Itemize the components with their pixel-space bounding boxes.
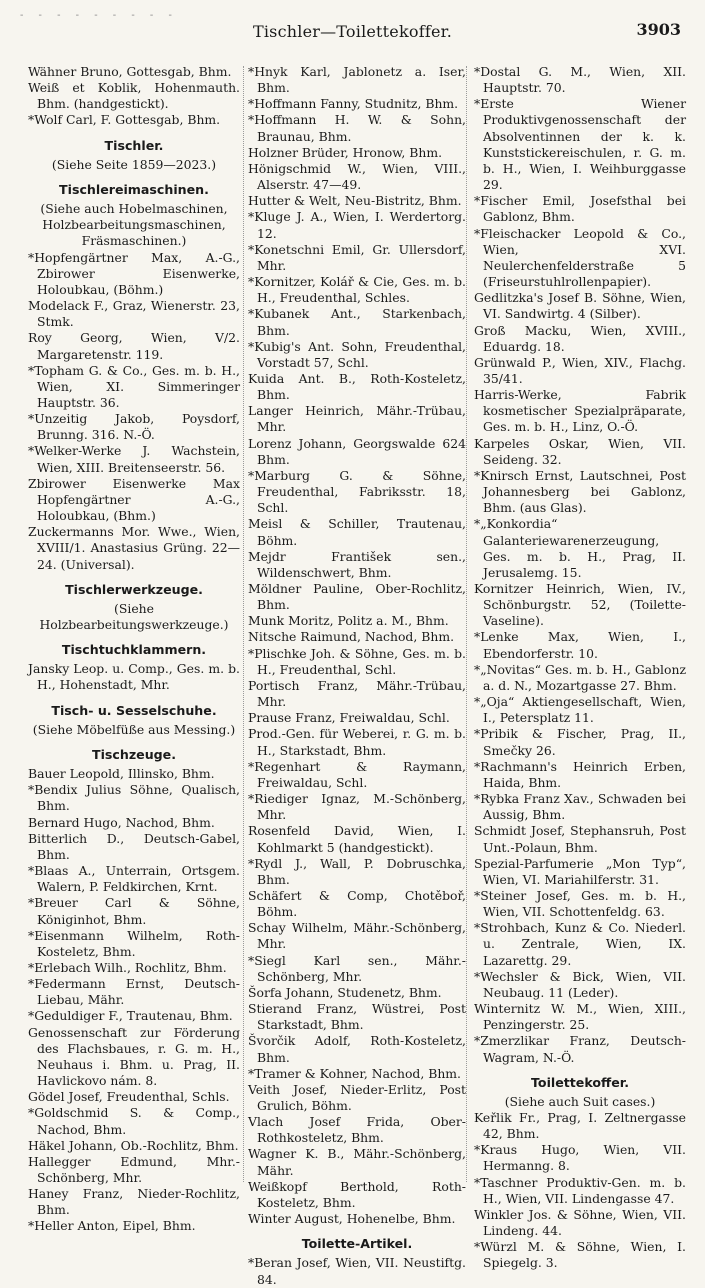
directory-entry: Winkler Jos. & Söhne, Wien, VII. Lindeng. 44.: [474, 1206, 686, 1239]
directory-entry: *Kluge J. A., Wien, I. Werdertorg. 12.: [248, 209, 466, 241]
directory-entry: *Fleischacker Leopold & Co., Wien, XVI. Neulerchenfelderstraße 5 (Friseurstuhlrollenpapier).: [474, 225, 686, 290]
directory-entry: Modelack F., Graz, Wienerstr. 23, Stmk.: [28, 298, 240, 330]
directory-entry: *Unzeitig Jakob, Poysdorf, Brunng. 316. N.-Ö.: [28, 411, 240, 443]
directory-entry: *Pribik & Fischer, Prag, II., Smečky 26.: [474, 726, 686, 758]
directory-entry: Harris-Werke, Fabrik kosmetischer Spezialpräparate, Ges. m. b. H., Linz, O.-Ö.: [474, 387, 686, 435]
directory-entry: *Konetschni Emil, Gr. Ullersdorf, Mhr.: [248, 241, 466, 273]
directory-entry: Schmidt Josef, Stephansruh, Post Unt.-Polaun, Bhm.: [474, 823, 686, 855]
directory-entry: Rosenfeld David, Wien, I. Kohlmarkt 5 (handgestickt).: [248, 823, 466, 855]
directory-entry: Roy Georg, Wien, V/2. Margaretenstr. 119.: [28, 330, 240, 362]
directory-entry: Zuckermanns Mor. Wwe., Wien, XVIII/1. Anastasius Grüng. 22—24. (Universal).: [28, 524, 240, 572]
page-header: [20, 10, 685, 50]
directory-entry: *Siegl Karl sen., Mähr.-Schönberg, Mhr.: [248, 952, 466, 984]
section-heading: Tischlerwerkzeuge.: [65, 581, 203, 597]
directory-entry: Prod.-Gen. für Weberei, r. G. m. b. H., Starkstadt, Bhm.: [248, 726, 466, 758]
directory-entry: Holzner Brüder, Hronow, Bhm.: [248, 144, 443, 160]
directory-entry: *Hoffmann H. W. & Sohn, Braunau, Bhm.: [248, 112, 466, 144]
directory-entry: Häkel Johann, Ob.-Rochlitz, Bhm.: [28, 1137, 239, 1153]
directory-entry: *Plischke Joh. & Söhne, Ges. m. b. H., Freudenthal, Schl.: [248, 645, 466, 677]
directory-entry: *Federmann Ernst, Deutsch-Liebau, Mähr.: [28, 976, 240, 1008]
directory-entry: Schay Wilhelm, Mähr.-Schönberg, Mhr.: [248, 920, 466, 952]
directory-entry: *Goldschmid S. & Comp., Nachod, Bhm.: [28, 1105, 240, 1137]
directory-entry: *Hopfengärtner Max, A.-G., Zbirower Eisenwerke, Holoubkau, (Böhm.): [28, 249, 240, 297]
directory-entry: *Riediger Ignaz, M.-Schönberg, Mhr.: [248, 791, 466, 823]
directory-entry: Hönigschmid W., Wien, VIII., Alserstr. 47—49.: [248, 160, 466, 193]
directory-entry: *Welker-Werke J. Wachstein, Wien, XIII. Breitenseerstr. 56.: [28, 443, 240, 475]
directory-entry: *Kornitzer, Kolář & Cie, Ges. m. b. H., Freudenthal, Schles.: [248, 274, 466, 306]
directory-entry: Wähner Bruno, Gottesgab, Bhm.: [28, 64, 232, 79]
directory-entry: *Zmerzlikar Franz, Deutsch-Wagram, N.-Ö.: [474, 1033, 686, 1065]
directory-entry: Genossenschaft zur Förderung des Flachsbaues, r. G. m. H., Neuhaus i. Bhm. u. Prag, II. Havlickovo nám. 8.: [28, 1024, 240, 1089]
cross-reference-note: (Siehe Holzbearbeitungswerkzeuge.): [39, 600, 229, 632]
directory-entry: *Geduldiger F., Trautenau, Bhm.: [28, 1008, 233, 1024]
directory-entry: *Regenhart & Raymann, Freiwaldau, Schl.: [248, 758, 466, 790]
directory-entry: Schäfert & Comp, Chotěboř, Böhm.: [248, 887, 466, 920]
directory-entry: Wagner K. B., Mähr.-Schönberg, Mähr.: [248, 1146, 466, 1178]
directory-entry: Spezial-Parfumerie „Mon Typ“, Wien, VI. Mariahilferstr. 31.: [474, 855, 686, 887]
section-heading: Tischtuchklammern.: [61, 642, 207, 658]
directory-entry: *Tramer & Kohner, Nachod, Bhm.: [248, 1065, 461, 1081]
directory-entry: *Fischer Emil, Josefsthal bei Gablonz, Bhm.: [474, 193, 686, 225]
page-number: 3903: [636, 20, 681, 39]
directory-entry: *Erste Wiener Produktivgenossenschaft der Absolventinnen der k. k. Kunststickereischulen, r. G. m. b. H., Wien, I. Weihburggasse 29.: [474, 96, 686, 193]
column-2: [248, 64, 466, 1287]
directory-entry: Mejdr František sen., Wildenschwert, Bhm.: [248, 548, 466, 580]
directory-entry: Bitterlich D., Deutsch-Gabel, Bhm.: [28, 830, 240, 862]
directory-entry: Zbirower Eisenwerke Max Hopfengärtner A.-G., Holoubkau, (Bhm.): [28, 475, 240, 524]
directory-entry: Švorčik Adolf, Roth-Kosteletz, Bhm.: [248, 1033, 466, 1065]
section-heading: Tischler.: [104, 137, 164, 153]
directory-entry: Winter August, Hohenelbe, Bhm.: [248, 1211, 456, 1227]
directory-entry: Kuida Ant. B., Roth-Kosteletz, Bhm.: [248, 370, 466, 403]
directory-entry: *Breuer Carl & Söhne, Königinhot, Bhm.: [28, 895, 240, 927]
running-title: Tischler—Toilettekoffer.: [252, 22, 452, 41]
directory-entry: Prause Franz, Freiwaldau, Schl.: [248, 710, 450, 726]
directory-entry: Bauer Leopold, Illinsko, Bhm.: [28, 766, 215, 782]
directory-entry: Keřlik Fr., Prag, I. Zeltnergasse 42, Bhm.: [474, 1110, 686, 1142]
directory-entry: Bernard Hugo, Nachod, Bhm.: [28, 814, 215, 830]
directory-entry: Winternitz W. M., Wien, XIII., Penzingerstr. 25.: [474, 1001, 686, 1033]
directory-entry: *Strohbach, Kunz & Co. Niederl. u. Zentrale, Wien, IX. Lazarettg. 29.: [474, 920, 686, 968]
directory-entry: *Erlebach Wilh., Rochlitz, Bhm.: [28, 959, 227, 975]
directory-entry: *Knirsch Ernst, Lautschnei, Post Johannesberg bei Gablonz, Bhm. (aus Glas).: [474, 467, 686, 516]
directory-entry: Weißkopf Berthold, Roth-Kosteletz, Bhm.: [248, 1178, 466, 1210]
directory-entry: *Kubig's Ant. Sohn, Freudenthal, Vorstadt 57, Schl.: [248, 338, 466, 370]
directory-entry: *Marburg G. & Söhne, Freudenthal, Fabriksstr. 18, Schl.: [248, 467, 466, 516]
directory-entry: *Kubanek Ant., Starkenbach, Bhm.: [248, 306, 466, 338]
directory-entry: Munk Moritz, Politz a. M., Bhm.: [248, 613, 449, 629]
directory-entry: Groß Macku, Wien, XVIII., Eduardg. 18.: [474, 322, 686, 354]
directory-entry: *Beran Josef, Wien, VII. Neustiftg. 84.: [248, 1255, 466, 1287]
directory-entry: *Würzl M. & Söhne, Wien, I. Spiegelg. 3.: [474, 1239, 686, 1271]
directory-entry: Nitsche Raimund, Nachod, Bhm.: [248, 629, 455, 645]
directory-entry: *Lenke Max, Wien, I., Ebendorferstr. 10.: [474, 629, 686, 661]
directory-entry: Haney Franz, Nieder-Rochlitz, Bhm.: [28, 1186, 240, 1218]
directory-entry: *„Novitas“ Ges. m. b. H., Gablonz a. d. N., Mozartgasse 27. Bhm.: [474, 661, 686, 693]
directory-entry: Portisch Franz, Mähr.-Trübau, Mhr.: [248, 677, 466, 710]
cross-reference-note: (Siehe Seite 1859—2023.): [51, 156, 217, 172]
directory-entry: Gedlitzka's Josef B. Söhne, Wien, VI. Sandwirtg. 4 (Silber).: [474, 290, 686, 322]
directory-entry: Grünwald P., Wien, XIV., Flachg. 35/41.: [474, 354, 686, 386]
section-heading: Tischzeuge.: [91, 746, 176, 762]
directory-entry: *„Oja“ Aktiengesellschaft, Wien, I., Petersplatz 11.: [474, 694, 686, 726]
directory-entry: Vlach Josef Frida, Ober-Rothkosteletz, Bhm.: [248, 1114, 466, 1146]
directory-entry: *Rachmann's Heinrich Erben, Haida, Bhm.: [474, 758, 686, 790]
directory-entry: Veith Josef, Nieder-Erlitz, Post Grulich, Böhm.: [248, 1081, 466, 1113]
section-heading: Toilettekoffer.: [531, 1074, 629, 1090]
section-heading: Toilette-Artikel.: [301, 1236, 413, 1252]
directory-entry: *Hoffmann Fanny, Studnitz, Bhm.: [248, 96, 459, 112]
directory-entry: Meisl & Schiller, Trautenau, Böhm.: [248, 516, 466, 548]
directory-entry: *Hnyk Karl, Jablonetz a. Iser, Bhm.: [248, 64, 466, 96]
directory-entry: *Kraus Hugo, Wien, VII. Hermanng. 8.: [474, 1142, 686, 1174]
directory-entry: Möldner Pauline, Ober-Rochlitz, Bhm.: [248, 581, 466, 613]
directory-entry: Langer Heinrich, Mähr.-Trübau, Mhr.: [248, 403, 466, 435]
directory-entry: *Dostal G. M., Wien, XII. Hauptstr. 70.: [474, 64, 686, 96]
section-heading: Tischlereimaschinen.: [59, 181, 209, 197]
directory-entry: Kornitzer Heinrich, Wien, IV., Schönburgstr. 52, (Toilette-Vaseline).: [474, 581, 686, 629]
directory-entry: *Topham G. & Co., Ges. m. b. H., Wien, XI. Simmeringer Hauptstr. 36.: [28, 362, 240, 410]
directory-entry: *Heller Anton, Eipel, Bhm.: [28, 1218, 196, 1234]
directory-entry: *Rybka Franz Xav., Schwaden bei Aussig, Bhm.: [474, 791, 686, 823]
directory-entry: *Eisenmann Wilhelm, Roth-Kosteletz, Bhm.: [28, 927, 240, 959]
directory-entry: *Taschner Produktiv-Gen. m. b. H., Wien, VII. Lindengasse 47.: [474, 1174, 686, 1206]
directory-entry: *Steiner Josef, Ges. m. b. H., Wien, VII. Schottenfeldg. 63.: [474, 887, 686, 920]
header-ornament: - - - - - - - - -: [20, 10, 178, 21]
column-1: [28, 64, 240, 1234]
cross-reference-note: (Siehe Möbelfüße aus Messing.): [32, 721, 236, 737]
directory-entry: Lorenz Johann, Georgswalde 624 Bhm.: [248, 435, 466, 467]
directory-entry: *Rydl J., Wall, P. Dobruschka, Bhm.: [248, 855, 466, 887]
directory-entry: Stierand Franz, Wüstrei, Post Starkstadt, Bhm.: [248, 1001, 466, 1033]
directory-entry: *Wolf Carl, F. Gottesgab, Bhm.: [28, 112, 221, 128]
directory-columns: [28, 64, 688, 1287]
section-heading: Tisch- u. Sesselschuhe.: [51, 702, 217, 718]
cross-reference-note: (Siehe auch Suit cases.): [504, 1093, 656, 1109]
directory-entry: Gödel Josef, Freudenthal, Schls.: [28, 1089, 230, 1105]
directory-entry: *Wechsler & Bick, Wien, VII. Neubaug. 11 (Leder).: [474, 968, 686, 1000]
directory-entry: *Blaas A., Unterrain, Ortsgem. Walern, P. Feldkirchen, Krnt.: [28, 863, 240, 895]
directory-entry: Hallegger Edmund, Mhr.-Schönberg, Mhr.: [28, 1153, 240, 1185]
directory-entry: *Bendix Julius Söhne, Qualisch, Bhm.: [28, 782, 240, 814]
directory-entry: Weiß et Koblik, Hohenmauth. Bhm. (handgestickt).: [28, 80, 240, 112]
directory-entry: Šorfa Johann, Studenetz, Bhm.: [248, 984, 442, 1000]
directory-entry: Jansky Leop. u. Comp., Ges. m. b. H., Hohenstadt, Mhr.: [28, 661, 240, 693]
column-3: [474, 64, 686, 1271]
directory-entry: Hutter & Welt, Neu-Bistritz, Bhm.: [248, 193, 462, 209]
directory-entry: *„Konkordia“ Galanteriewarenerzeugung, Ges. m. b. H., Prag, II. Jerusalemg. 15.: [474, 516, 686, 580]
directory-entry: Karpeles Oskar, Wien, VII. Seideng. 32.: [474, 435, 686, 467]
cross-reference-note: (Siehe auch Hobelmaschinen, Holzbearbeitungsmaschinen, Fräsmaschinen.): [40, 201, 228, 249]
